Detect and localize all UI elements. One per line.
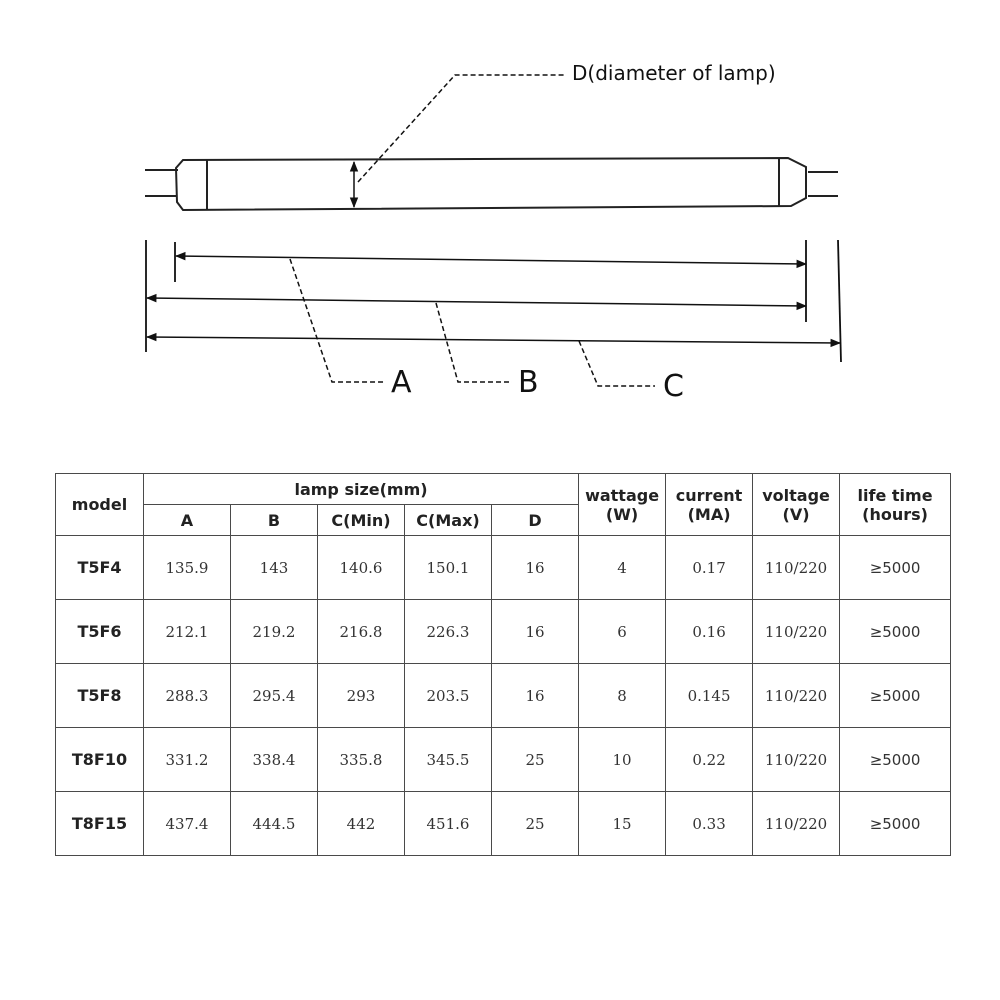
cell-model: T5F4 (56, 536, 144, 600)
lamp-wires (145, 170, 838, 196)
cell-cmax: 226.3 (405, 600, 492, 664)
cell-life: ≥5000 (840, 664, 951, 728)
cell-d: 25 (492, 728, 579, 792)
leader-a (290, 259, 386, 382)
header-size-cmax: C(Max) (405, 505, 492, 536)
cell-voltage: 110/220 (753, 728, 840, 792)
cell-voltage: 110/220 (753, 792, 840, 856)
header-voltage-line1: voltage (762, 485, 830, 505)
cell-cmin: 140.6 (318, 536, 405, 600)
cell-voltage: 110/220 (753, 536, 840, 600)
table-row (56, 600, 951, 664)
cell-d: 25 (492, 792, 579, 856)
cell-b: 338.4 (231, 728, 318, 792)
cell-cmax: 203.5 (405, 664, 492, 728)
cell-model: T8F15 (56, 792, 144, 856)
cell-current: 0.16 (666, 600, 753, 664)
cell-wattage: 15 (579, 792, 666, 856)
table-row (56, 664, 951, 728)
header-lamp-size: lamp size(mm) (144, 474, 579, 505)
cell-current: 0.33 (666, 792, 753, 856)
cell-wattage: 4 (579, 536, 666, 600)
cell-b: 143 (231, 536, 318, 600)
cell-wattage: 8 (579, 664, 666, 728)
cell-life: ≥5000 (840, 600, 951, 664)
lamp-spec-table (55, 473, 951, 856)
cell-model: T5F8 (56, 664, 144, 728)
cell-cmin: 216.8 (318, 600, 405, 664)
dim-arrow-a (176, 256, 806, 264)
cell-b: 219.2 (231, 600, 318, 664)
header-current (666, 474, 753, 536)
table-row (56, 792, 951, 856)
header-wattage-line1: wattage (585, 485, 660, 505)
cell-cmax: 345.5 (405, 728, 492, 792)
cell-d: 16 (492, 600, 579, 664)
extension-lines (146, 240, 841, 362)
cell-a: 288.3 (144, 664, 231, 728)
cell-a: 331.2 (144, 728, 231, 792)
header-size-d: D (492, 505, 579, 536)
header-size-b: B (231, 505, 318, 536)
cell-cmin: 442 (318, 792, 405, 856)
cell-voltage: 110/220 (753, 600, 840, 664)
cell-life: ≥5000 (840, 536, 951, 600)
header-current-line2: (MA) (687, 504, 731, 524)
header-life-time (840, 474, 951, 536)
lamp-dimension-diagram (0, 0, 1000, 440)
diameter-leader (358, 75, 566, 182)
dim-label-c: C (663, 369, 684, 404)
leader-b (436, 303, 512, 382)
dim-arrow-b (147, 298, 806, 306)
diameter-label: D(diameter of lamp) (572, 61, 776, 85)
cell-cmin: 293 (318, 664, 405, 728)
cell-cmax: 451.6 (405, 792, 492, 856)
cell-life: ≥5000 (840, 792, 951, 856)
header-size-cmin: C(Min) (318, 505, 405, 536)
cell-b: 295.4 (231, 664, 318, 728)
cell-current: 0.17 (666, 536, 753, 600)
cell-life: ≥5000 (840, 728, 951, 792)
header-size-a: A (144, 505, 231, 536)
cell-cmin: 335.8 (318, 728, 405, 792)
header-life-line1: life time (857, 485, 933, 505)
cell-b: 444.5 (231, 792, 318, 856)
cell-current: 0.145 (666, 664, 753, 728)
cell-voltage: 110/220 (753, 664, 840, 728)
cell-model: T5F6 (56, 600, 144, 664)
cell-a: 437.4 (144, 792, 231, 856)
cell-a: 135.9 (144, 536, 231, 600)
lamp-tube (176, 158, 806, 210)
header-model: model (56, 474, 144, 536)
cell-wattage: 6 (579, 600, 666, 664)
table-row (56, 536, 951, 600)
header-current-line1: current (675, 485, 743, 505)
leader-c (579, 341, 655, 386)
dim-label-b: B (518, 365, 539, 400)
dim-label-a: A (391, 365, 412, 400)
header-voltage (753, 474, 840, 536)
cell-d: 16 (492, 536, 579, 600)
cell-a: 212.1 (144, 600, 231, 664)
cell-wattage: 10 (579, 728, 666, 792)
header-life-line2: (hours) (862, 504, 928, 524)
header-voltage-line2: (V) (782, 504, 810, 524)
header-wattage-line2: (W) (605, 504, 639, 524)
header-wattage (579, 474, 666, 536)
cell-cmax: 150.1 (405, 536, 492, 600)
table-row (56, 728, 951, 792)
cell-d: 16 (492, 664, 579, 728)
cell-current: 0.22 (666, 728, 753, 792)
cell-model: T8F10 (56, 728, 144, 792)
dim-arrow-c (147, 337, 840, 343)
